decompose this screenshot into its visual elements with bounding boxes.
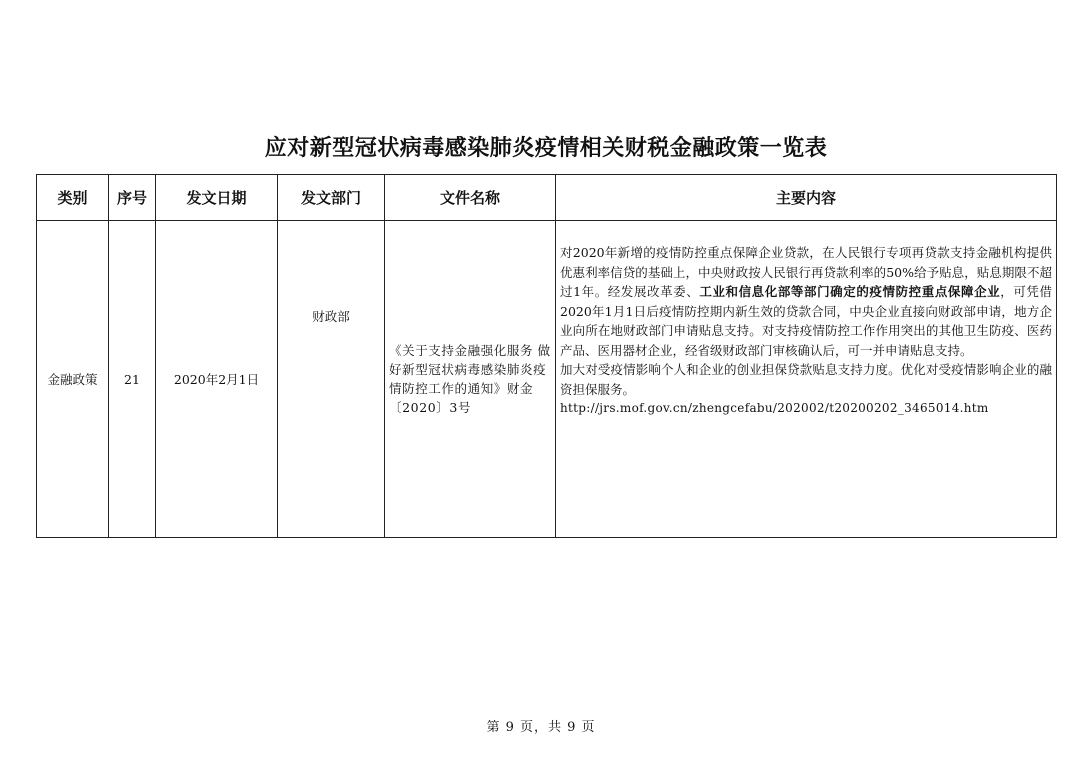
cell-department: 财政部	[278, 221, 385, 538]
header-document: 文件名称	[385, 175, 556, 221]
header-department: 发文部门	[278, 175, 385, 221]
content-bold-text: 工业和信息化部等部门确定的疫情防控重点保障企业	[699, 284, 1001, 299]
content-url-link[interactable]: http://jrs.mof.gov.cn/zhengcefabu/202002/t20200202_3465014.htm	[560, 401, 989, 415]
content-text: ，可凭借2020年1月1日后疫情防控期内新生效的贷款合同，中央企业直接向财政部申请，地方企业向所在地财政部门申请贴息支持。对支持疫情防控工作作用突出的其他卫生防疫、医药产品、医用器材企业，经省级财政部门审核确认后，可一并申请贴息支持。	[560, 284, 1052, 358]
table-header-row	[37, 175, 1057, 221]
cell-number: 21	[109, 221, 156, 538]
header-date: 发文日期	[156, 175, 278, 221]
content-paragraph-2: 加大对受疫情影响个人和企业的创业担保贷款贴息支持力度。优化对受疫情影响企业的融资担保服务。	[560, 362, 1052, 397]
cell-category: 金融政策	[37, 221, 109, 538]
header-category: 类别	[37, 175, 109, 221]
table-row	[37, 221, 1057, 538]
cell-date: 2020年2月1日	[156, 221, 278, 538]
policy-table	[36, 174, 1057, 538]
page-footer: 第 9 页，共 9 页	[486, 720, 596, 735]
header-number: 序号	[109, 175, 156, 221]
content-paragraph-1	[560, 243, 1052, 360]
content-text: 对2020年新增的疫情防控重点保障企业贷款，在人民银行专项再贷款支持金融机构提供优惠利率信贷的基础上，中央财政按人民银行再贷款利率的50%给予贴息，贴息期限不超过1年。经发展改革委、	[560, 245, 1052, 299]
header-content: 主要内容	[556, 175, 1057, 221]
cell-document: 《关于支持金融强化服务 做好新型冠状病毒感染肺炎疫情防控工作的通知》财金〔2020〕3号	[385, 221, 556, 538]
page-title: 应对新型冠状病毒感染肺炎疫情相关财税金融政策一览表	[264, 136, 828, 161]
cell-content	[556, 221, 1057, 538]
